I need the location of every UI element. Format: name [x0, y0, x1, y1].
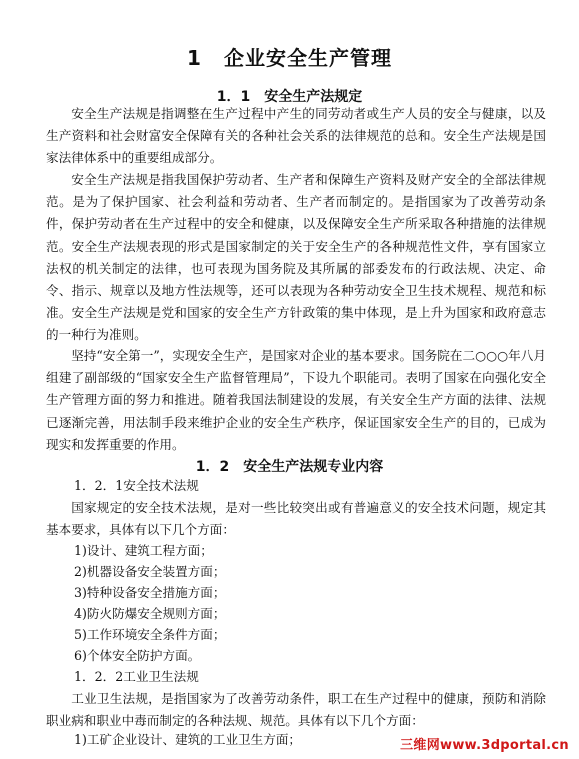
list-item: 1)工矿企业设计、建筑的工业卫生方面； — [74, 732, 302, 747]
paragraph: 安全生产法规是指我国保护劳动者、生产者和保障生产资料及财产安全的全部法律规范。是为了保护国家、社会利益和劳动者、生产者而制定的。是指国家为了改善劳动条件，保护劳动者在生产过程中的安全和健康，以及保障安全生产所采取各种措施的法律规范。安全生产法规表现的形式是国家制定的关于安全生产的各种规范性文件，享有国家立法权的机关制定的法律，也可表现为国务院及其所属的部委发布的行政法规、决定、命令、指示、规章以及地方性法规等，还可以表现为各种劳动安全卫生技术规程、规范和标准。安全生产法规是党和国家的安全生产方针政策的集中体现，是上升为国家和政府意志的一种行为准则。 — [46, 172, 546, 343]
chapter-title — [0, 42, 579, 71]
chapter-number: 1 — [187, 46, 202, 70]
paragraph: 国家规定的安全技术法规，是对一些比较突出或有普遍意义的安全技术问题，规定其基本要求，具体有以下几个方面： — [46, 500, 546, 538]
paragraph: 安全生产法规是指调整在生产过程中产生的同劳动者或生产人员的安全与健康，以及生产资料和社会财富安全保障有关的各种社会关系的法律规范的总和。安全生产法规是国家法律体系中的重要组成部分。 — [46, 106, 546, 166]
section-number: 1．1 — [216, 89, 251, 105]
section-number: 1．2 — [195, 459, 230, 475]
list-item: 6)个体安全防护方面。 — [74, 648, 201, 663]
list-item: 5)工作环境安全条件方面； — [74, 627, 226, 642]
watermark: 三维网www.3dportal.cn — [398, 734, 571, 753]
subsection-heading: 1．2．2工业卫生法规 — [74, 669, 199, 684]
subsection-heading: 1．2．1安全技术法规 — [74, 478, 199, 493]
list-item: 1)设计、建筑工程方面； — [74, 543, 213, 558]
section-heading-1-2 — [0, 456, 579, 476]
chapter-title-text: 企业安全生产管理 — [223, 46, 392, 70]
list-item: 4)防火防爆安全规则方面； — [74, 606, 226, 621]
section-title: 安全生产法规定 — [264, 89, 363, 105]
section-title: 安全生产法规专业内容 — [243, 459, 384, 475]
paragraph: 工业卫生法规，是指国家为了改善劳动条件，职工在生产过程中的健康，预防和消除职业病和职业中毒而制定的各种法规、规范。具体有以下几个方面： — [46, 691, 546, 729]
list-item: 3)特种设备安全措施方面； — [74, 585, 226, 600]
paragraph: 坚持“安全第一”，实现安全生产，是国家对企业的基本要求。国务院在二○○○年八月组建了副部级的“国家安全生产监督管理局”，下设九个职能司。表明了国家在向强化安全生产管理方面的努力和推进。随着我国法制建设的发展，有关安全生产方面的法律、法规已逐渐完善，用法制手段来维护企业的安全生产秩序，保证国家安全生产的目的，已成为现实和发挥重要的作用。 — [46, 348, 546, 452]
list-item: 2)机器设备安全装置方面； — [74, 564, 226, 579]
